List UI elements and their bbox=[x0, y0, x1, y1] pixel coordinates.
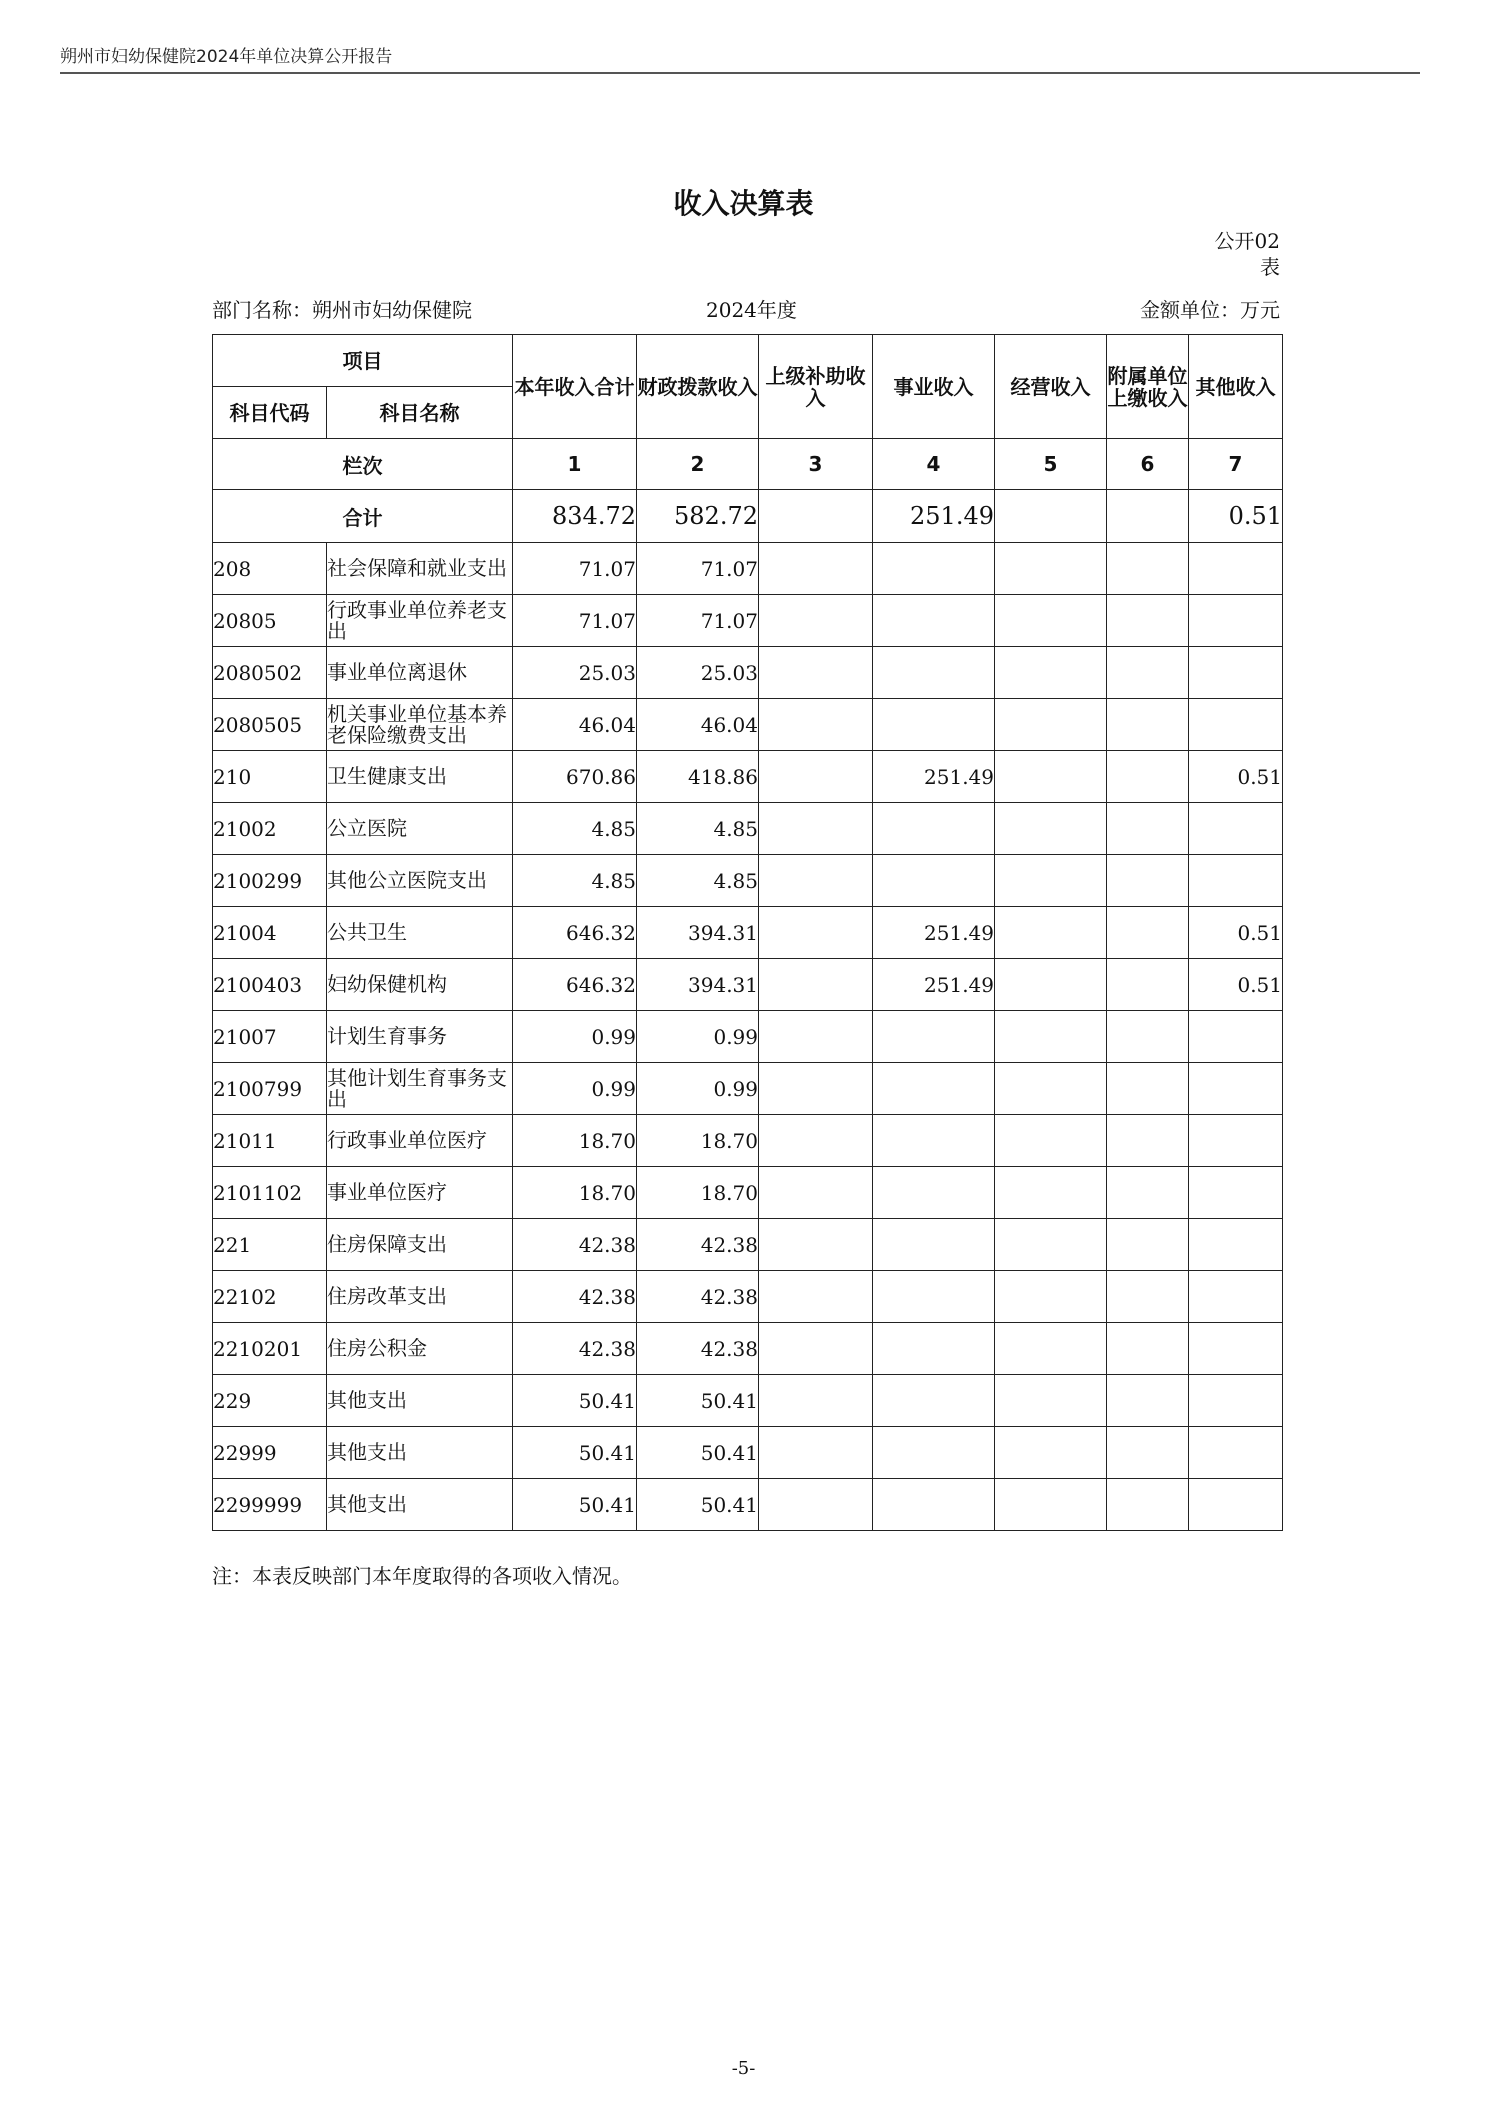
amount-cell bbox=[873, 1427, 995, 1479]
amount-unit: 金额单位：万元 bbox=[1140, 298, 1280, 322]
amount-cell bbox=[873, 595, 995, 647]
amount-cell bbox=[1107, 543, 1189, 595]
subject-code-cell: 210 bbox=[213, 751, 327, 803]
amount-cell: 50.41 bbox=[637, 1427, 759, 1479]
subject-code-cell: 21007 bbox=[213, 1011, 327, 1063]
subject-name-cell: 住房保障支出 bbox=[327, 1219, 513, 1271]
amount-cell: 25.03 bbox=[637, 647, 759, 699]
total-cell: 582.72 bbox=[637, 490, 759, 543]
subject-code-cell: 21002 bbox=[213, 803, 327, 855]
amount-cell: 0.99 bbox=[513, 1063, 637, 1115]
table-row bbox=[213, 1427, 1283, 1479]
table-row bbox=[213, 1479, 1283, 1531]
table-row bbox=[213, 699, 1283, 751]
amount-cell bbox=[759, 1219, 873, 1271]
amount-cell: 0.51 bbox=[1189, 907, 1283, 959]
subject-name-cell: 住房公积金 bbox=[327, 1323, 513, 1375]
amount-cell bbox=[1189, 1011, 1283, 1063]
table-row bbox=[213, 803, 1283, 855]
running-header: 朔州市妇幼保健院2024年单位决算公开报告 bbox=[60, 47, 393, 67]
subject-name-cell: 其他公立医院支出 bbox=[327, 855, 513, 907]
amount-cell: 4.85 bbox=[513, 803, 637, 855]
total-cell: 0.51 bbox=[1189, 490, 1283, 543]
amount-cell bbox=[995, 1479, 1107, 1531]
table-row bbox=[213, 751, 1283, 803]
amount-cell: 50.41 bbox=[513, 1427, 637, 1479]
subject-code-cell: 221 bbox=[213, 1219, 327, 1271]
subject-name-cell: 事业单位离退休 bbox=[327, 647, 513, 699]
amount-cell bbox=[873, 647, 995, 699]
amount-cell bbox=[995, 959, 1107, 1011]
amount-cell bbox=[873, 803, 995, 855]
subject-code-cell: 21004 bbox=[213, 907, 327, 959]
amount-cell bbox=[1189, 1115, 1283, 1167]
amount-cell bbox=[873, 1271, 995, 1323]
table-row bbox=[213, 855, 1283, 907]
subject-name-cell: 卫生健康支出 bbox=[327, 751, 513, 803]
amount-cell bbox=[1107, 1167, 1189, 1219]
amount-cell bbox=[995, 855, 1107, 907]
amount-cell bbox=[995, 595, 1107, 647]
amount-cell bbox=[995, 1115, 1107, 1167]
subject-name-cell: 社会保障和就业支出 bbox=[327, 543, 513, 595]
column-number: 7 bbox=[1189, 439, 1283, 490]
subject-code-cell: 2101102 bbox=[213, 1167, 327, 1219]
amount-cell bbox=[1189, 699, 1283, 751]
amount-cell bbox=[1189, 1375, 1283, 1427]
amount-cell bbox=[995, 803, 1107, 855]
amount-cell: 50.41 bbox=[637, 1375, 759, 1427]
table-row bbox=[213, 1375, 1283, 1427]
amount-cell: 18.70 bbox=[513, 1167, 637, 1219]
amount-cell bbox=[1189, 1427, 1283, 1479]
amount-cell bbox=[759, 1115, 873, 1167]
fiscal-year: 2024年度 bbox=[706, 298, 797, 322]
amount-cell: 251.49 bbox=[873, 959, 995, 1011]
table-row bbox=[213, 1271, 1283, 1323]
amount-cell bbox=[759, 1375, 873, 1427]
table-row bbox=[213, 595, 1283, 647]
amount-cell bbox=[759, 1011, 873, 1063]
total-cell: 251.49 bbox=[873, 490, 995, 543]
amount-cell bbox=[873, 1115, 995, 1167]
amount-cell bbox=[759, 595, 873, 647]
amount-cell bbox=[759, 855, 873, 907]
amount-cell: 50.41 bbox=[637, 1479, 759, 1531]
subject-name-cell: 其他支出 bbox=[327, 1479, 513, 1531]
subject-name-cell: 行政事业单位养老支出 bbox=[327, 595, 513, 647]
amount-cell bbox=[995, 1219, 1107, 1271]
column-number: 6 bbox=[1107, 439, 1189, 490]
amount-cell bbox=[873, 543, 995, 595]
amount-cell: 71.07 bbox=[513, 595, 637, 647]
amount-cell: 42.38 bbox=[513, 1323, 637, 1375]
table-row bbox=[213, 647, 1283, 699]
form-code: 公开02 表 bbox=[1214, 229, 1280, 279]
subject-name-cell: 妇幼保健机构 bbox=[327, 959, 513, 1011]
amount-cell bbox=[759, 699, 873, 751]
amount-cell bbox=[1107, 647, 1189, 699]
table-row bbox=[213, 1323, 1283, 1375]
amount-cell bbox=[1107, 751, 1189, 803]
header-affiliated-income: 附属单位上缴收入 bbox=[1107, 335, 1189, 439]
subject-name-cell: 行政事业单位医疗 bbox=[327, 1115, 513, 1167]
column-number: 4 bbox=[873, 439, 995, 490]
amount-cell bbox=[1107, 1219, 1189, 1271]
header-total-income: 本年收入合计 bbox=[513, 335, 637, 439]
amount-cell bbox=[995, 699, 1107, 751]
amount-cell bbox=[1107, 1063, 1189, 1115]
header-subject-code: 科目代码 bbox=[213, 387, 327, 439]
amount-cell bbox=[873, 1063, 995, 1115]
subject-name-cell: 公立医院 bbox=[327, 803, 513, 855]
amount-cell bbox=[1107, 1271, 1189, 1323]
amount-cell bbox=[995, 1323, 1107, 1375]
total-cell bbox=[995, 490, 1107, 543]
header-other-income: 其他收入 bbox=[1189, 335, 1283, 439]
amount-cell bbox=[759, 1063, 873, 1115]
amount-cell bbox=[1107, 803, 1189, 855]
subject-code-cell: 20805 bbox=[213, 595, 327, 647]
amount-cell bbox=[1107, 1323, 1189, 1375]
table-row bbox=[213, 543, 1283, 595]
header-subject-name: 科目名称 bbox=[327, 387, 513, 439]
amount-cell: 0.51 bbox=[1189, 959, 1283, 1011]
amount-cell: 0.99 bbox=[637, 1063, 759, 1115]
amount-cell: 71.07 bbox=[513, 543, 637, 595]
subject-code-cell: 21011 bbox=[213, 1115, 327, 1167]
amount-cell bbox=[1189, 1167, 1283, 1219]
subject-code-cell: 2100299 bbox=[213, 855, 327, 907]
amount-cell: 394.31 bbox=[637, 959, 759, 1011]
amount-cell: 251.49 bbox=[873, 907, 995, 959]
amount-cell: 25.03 bbox=[513, 647, 637, 699]
amount-cell: 50.41 bbox=[513, 1479, 637, 1531]
amount-cell bbox=[873, 1479, 995, 1531]
subject-code-cell: 208 bbox=[213, 543, 327, 595]
amount-cell bbox=[873, 1167, 995, 1219]
amount-cell: 4.85 bbox=[637, 855, 759, 907]
amount-cell bbox=[1107, 1375, 1189, 1427]
amount-cell: 418.86 bbox=[637, 751, 759, 803]
table-row bbox=[213, 1167, 1283, 1219]
table-row bbox=[213, 959, 1283, 1011]
amount-cell bbox=[1189, 543, 1283, 595]
table-row bbox=[213, 1063, 1283, 1115]
amount-cell bbox=[1107, 855, 1189, 907]
amount-cell bbox=[1107, 1011, 1189, 1063]
amount-cell: 0.51 bbox=[1189, 751, 1283, 803]
amount-cell bbox=[995, 1375, 1107, 1427]
amount-cell bbox=[873, 699, 995, 751]
amount-cell bbox=[759, 1479, 873, 1531]
amount-cell: 46.04 bbox=[513, 699, 637, 751]
header-fiscal-appropriation: 财政拨款收入 bbox=[637, 335, 759, 439]
subject-code-cell: 229 bbox=[213, 1375, 327, 1427]
header-operating-income: 经营收入 bbox=[995, 335, 1107, 439]
amount-cell bbox=[759, 1323, 873, 1375]
subject-code-cell: 2299999 bbox=[213, 1479, 327, 1531]
amount-cell: 670.86 bbox=[513, 751, 637, 803]
amount-cell bbox=[995, 1063, 1107, 1115]
amount-cell: 18.70 bbox=[637, 1167, 759, 1219]
amount-cell: 71.07 bbox=[637, 595, 759, 647]
total-cell: 834.72 bbox=[513, 490, 637, 543]
amount-cell: 394.31 bbox=[637, 907, 759, 959]
total-cell bbox=[759, 490, 873, 543]
amount-cell bbox=[1189, 647, 1283, 699]
table-row bbox=[213, 1011, 1283, 1063]
department-label: 部门名称：朔州市妇幼保健院 bbox=[212, 298, 472, 322]
subject-name-cell: 机关事业单位基本养老保险缴费支出 bbox=[327, 699, 513, 751]
amount-cell bbox=[1107, 1427, 1189, 1479]
amount-cell: 0.99 bbox=[513, 1011, 637, 1063]
table-row bbox=[213, 907, 1283, 959]
amount-cell: 646.32 bbox=[513, 959, 637, 1011]
amount-cell bbox=[759, 907, 873, 959]
amount-cell: 42.38 bbox=[513, 1271, 637, 1323]
subject-code-cell: 2100403 bbox=[213, 959, 327, 1011]
total-row bbox=[213, 490, 1283, 543]
header-superior-subsidy: 上级补助收入 bbox=[759, 335, 873, 439]
amount-cell bbox=[1107, 959, 1189, 1011]
amount-cell bbox=[759, 1167, 873, 1219]
amount-cell bbox=[873, 1011, 995, 1063]
subject-name-cell: 其他支出 bbox=[327, 1427, 513, 1479]
amount-cell bbox=[873, 1219, 995, 1271]
amount-cell bbox=[873, 855, 995, 907]
amount-cell bbox=[759, 803, 873, 855]
amount-cell bbox=[873, 1375, 995, 1427]
amount-cell bbox=[995, 1167, 1107, 1219]
amount-cell bbox=[1189, 1063, 1283, 1115]
amount-cell bbox=[759, 543, 873, 595]
amount-cell bbox=[873, 1323, 995, 1375]
header-divider bbox=[60, 72, 1420, 74]
subject-code-cell: 2210201 bbox=[213, 1323, 327, 1375]
amount-cell bbox=[995, 647, 1107, 699]
amount-cell bbox=[1189, 1219, 1283, 1271]
table-row bbox=[213, 1115, 1283, 1167]
amount-cell bbox=[1189, 1271, 1283, 1323]
page-title: 收入决算表 bbox=[673, 187, 814, 220]
column-number-label: 栏次 bbox=[213, 439, 513, 490]
amount-cell bbox=[1189, 855, 1283, 907]
amount-cell: 42.38 bbox=[513, 1219, 637, 1271]
amount-cell: 71.07 bbox=[637, 543, 759, 595]
subject-code-cell: 2100799 bbox=[213, 1063, 327, 1115]
amount-cell: 18.70 bbox=[513, 1115, 637, 1167]
subject-name-cell: 公共卫生 bbox=[327, 907, 513, 959]
amount-cell bbox=[1189, 595, 1283, 647]
table-row bbox=[213, 1219, 1283, 1271]
subject-name-cell: 其他计划生育事务支出 bbox=[327, 1063, 513, 1115]
subject-name-cell: 计划生育事务 bbox=[327, 1011, 513, 1063]
amount-cell bbox=[1107, 1115, 1189, 1167]
amount-cell bbox=[1107, 1479, 1189, 1531]
subject-code-cell: 2080502 bbox=[213, 647, 327, 699]
amount-cell: 50.41 bbox=[513, 1375, 637, 1427]
subject-name-cell: 事业单位医疗 bbox=[327, 1167, 513, 1219]
amount-cell bbox=[995, 1271, 1107, 1323]
amount-cell: 42.38 bbox=[637, 1219, 759, 1271]
column-number: 1 bbox=[513, 439, 637, 490]
amount-cell bbox=[1107, 699, 1189, 751]
amount-cell bbox=[759, 751, 873, 803]
amount-cell bbox=[995, 1011, 1107, 1063]
amount-cell bbox=[1189, 803, 1283, 855]
amount-cell bbox=[1189, 1479, 1283, 1531]
amount-cell bbox=[759, 647, 873, 699]
amount-cell: 646.32 bbox=[513, 907, 637, 959]
amount-cell bbox=[1107, 595, 1189, 647]
amount-cell bbox=[1107, 907, 1189, 959]
column-number-row bbox=[213, 439, 1283, 490]
subject-name-cell: 其他支出 bbox=[327, 1375, 513, 1427]
subject-code-cell: 22102 bbox=[213, 1271, 327, 1323]
amount-cell: 4.85 bbox=[637, 803, 759, 855]
page-number: -5- bbox=[731, 2058, 756, 2079]
amount-cell bbox=[759, 959, 873, 1011]
amount-cell: 42.38 bbox=[637, 1323, 759, 1375]
amount-cell bbox=[759, 1271, 873, 1323]
amount-cell: 4.85 bbox=[513, 855, 637, 907]
column-number: 5 bbox=[995, 439, 1107, 490]
amount-cell bbox=[995, 543, 1107, 595]
amount-cell bbox=[995, 1427, 1107, 1479]
subject-name-cell: 住房改革支出 bbox=[327, 1271, 513, 1323]
subject-code-cell: 22999 bbox=[213, 1427, 327, 1479]
header-business-income: 事业收入 bbox=[873, 335, 995, 439]
column-number: 3 bbox=[759, 439, 873, 490]
column-number: 2 bbox=[637, 439, 759, 490]
amount-cell bbox=[995, 907, 1107, 959]
table-note: 注：本表反映部门本年度取得的各项收入情况。 bbox=[212, 1564, 632, 1588]
amount-cell bbox=[759, 1427, 873, 1479]
amount-cell: 42.38 bbox=[637, 1271, 759, 1323]
header-project: 项目 bbox=[213, 335, 513, 387]
subject-code-cell: 2080505 bbox=[213, 699, 327, 751]
income-table bbox=[212, 334, 1283, 1531]
amount-cell bbox=[995, 751, 1107, 803]
amount-cell bbox=[1189, 1323, 1283, 1375]
amount-cell: 46.04 bbox=[637, 699, 759, 751]
total-cell bbox=[1107, 490, 1189, 543]
total-label: 合计 bbox=[213, 490, 513, 543]
amount-cell: 251.49 bbox=[873, 751, 995, 803]
amount-cell: 18.70 bbox=[637, 1115, 759, 1167]
amount-cell: 0.99 bbox=[637, 1011, 759, 1063]
